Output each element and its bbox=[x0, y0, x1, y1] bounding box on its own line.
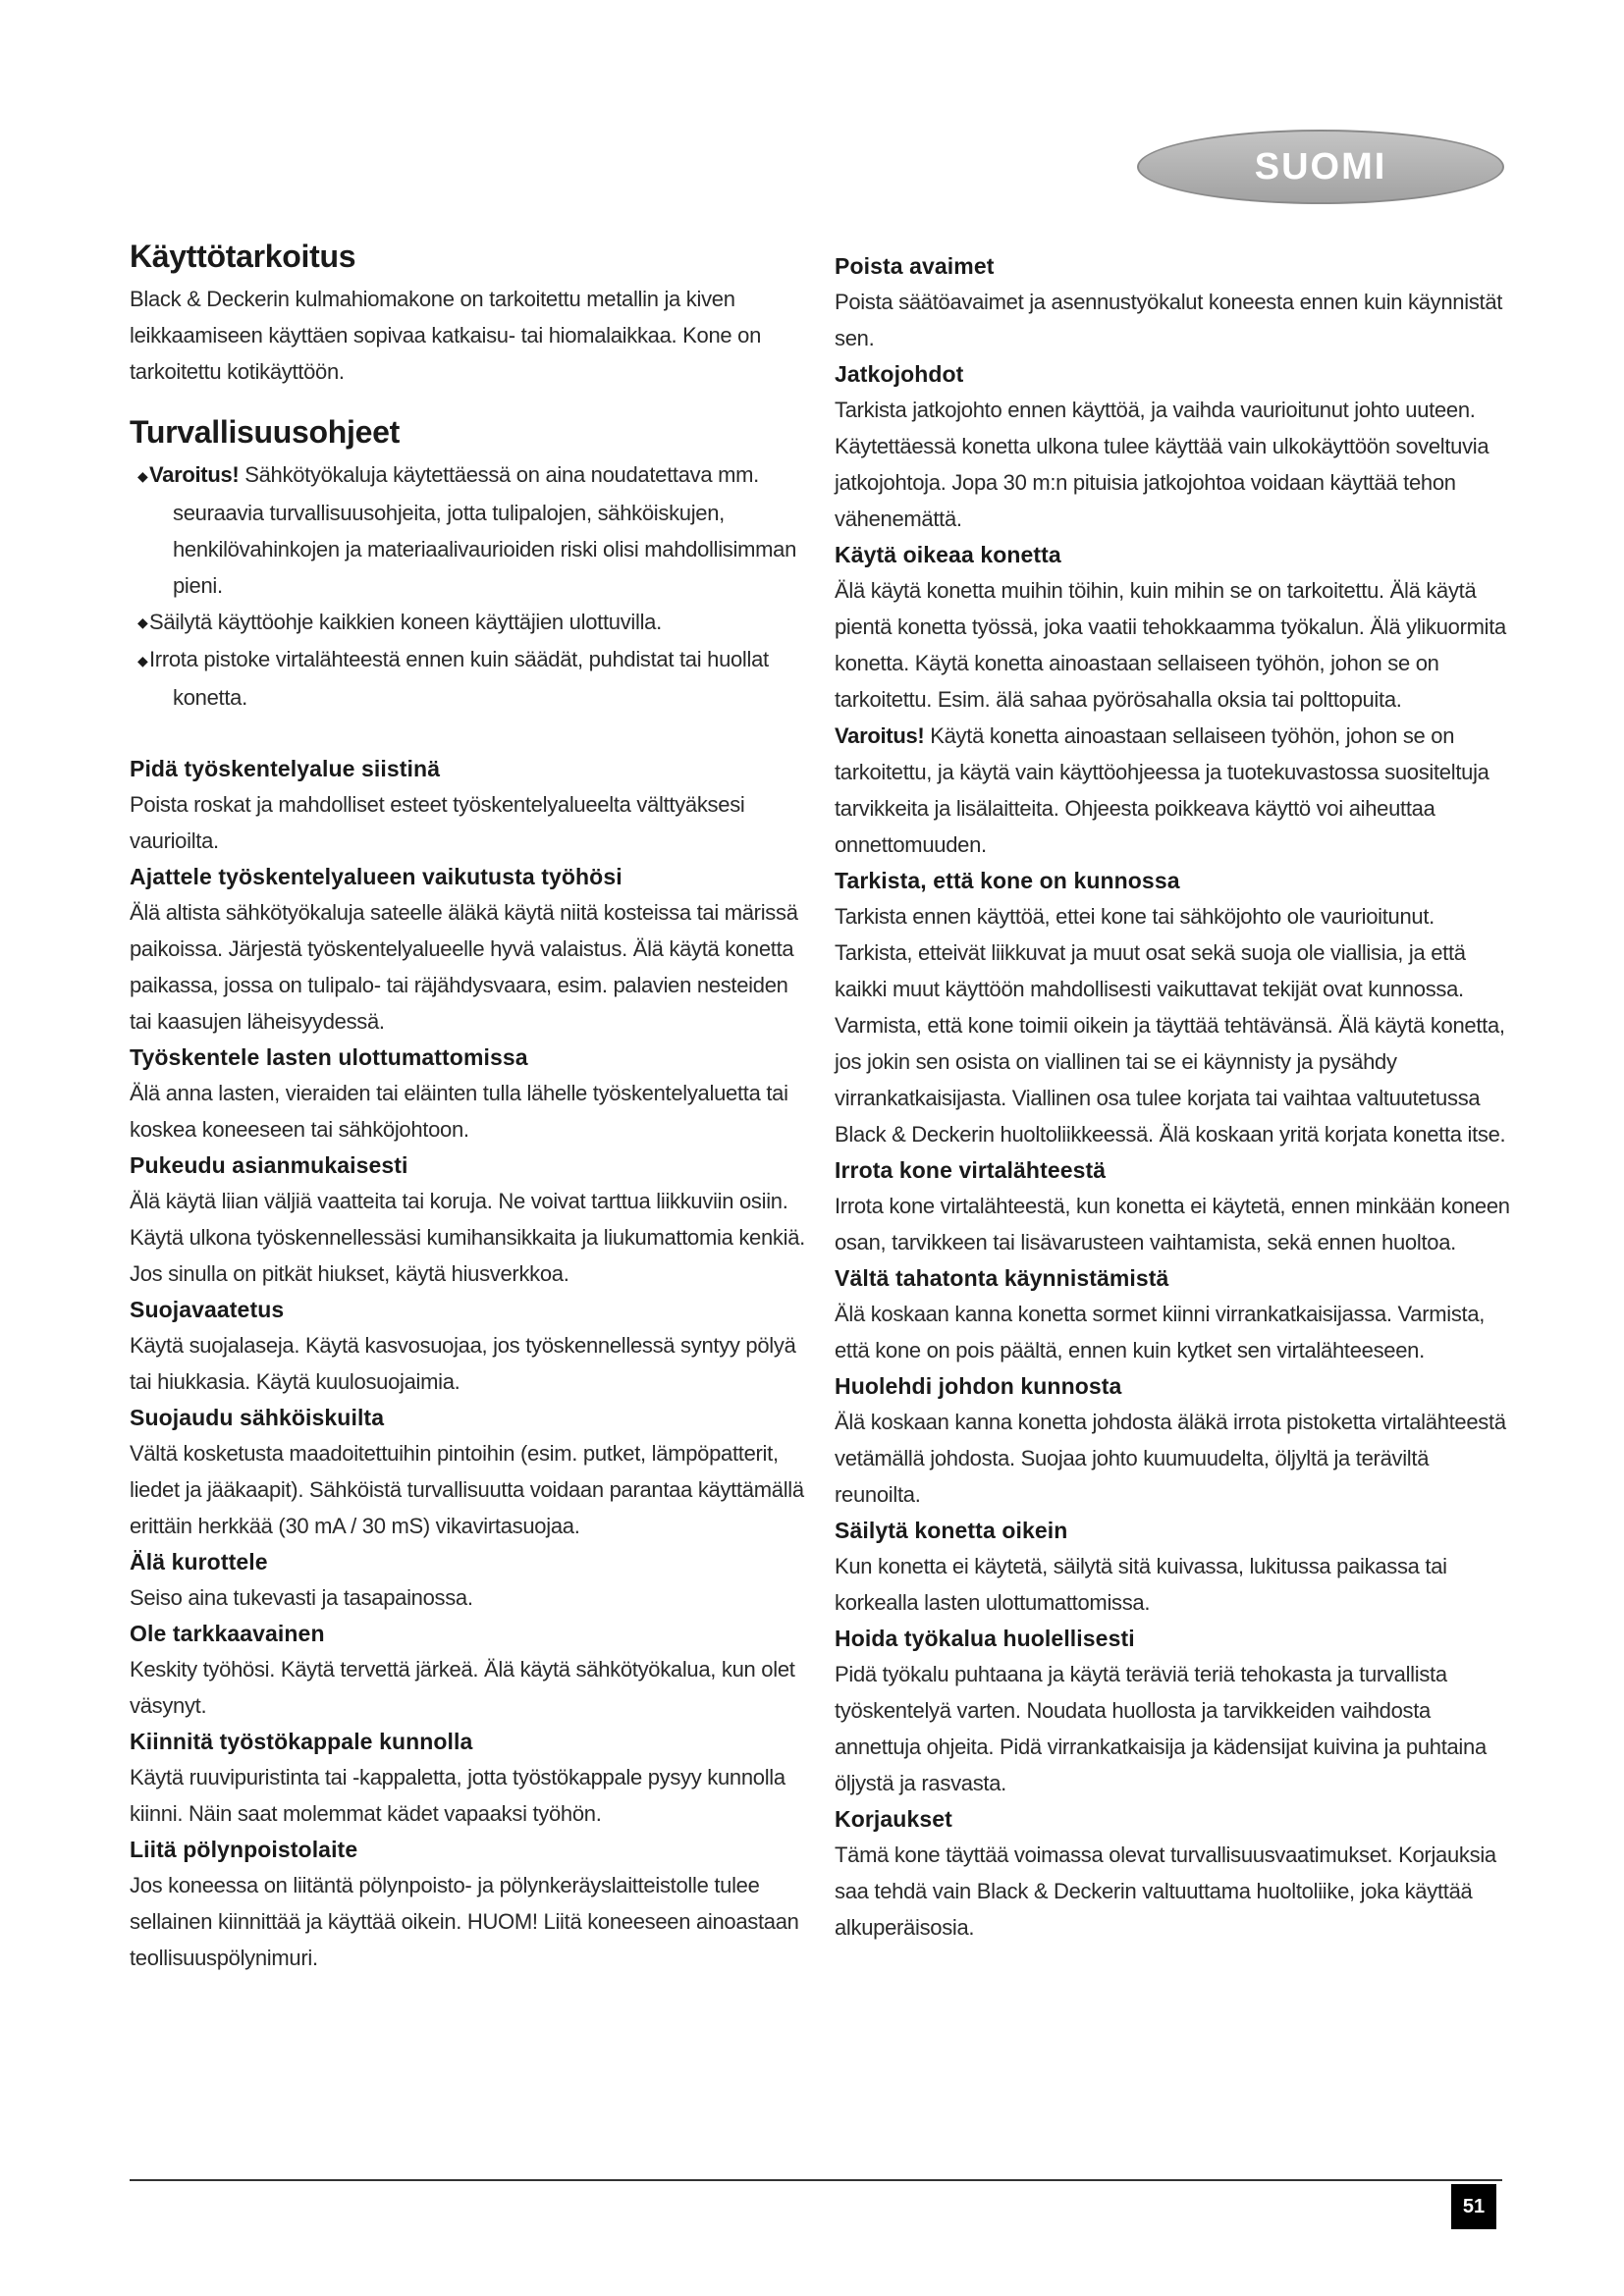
section-text: Seiso aina tukevasti ja tasapainossa. bbox=[130, 1585, 473, 1611]
section-title: Säilytä konetta oikein bbox=[835, 1518, 1068, 1543]
section-text: Poista roskat ja mahdolliset esteet työskentelyalueelta välttyäksesi vaurioilta. bbox=[130, 792, 745, 854]
section-text: Keskity työhösi. Käytä tervettä järkeä. Älä käytä sähkötyökalua, kun olet väsynyt. bbox=[130, 1657, 795, 1719]
bullet-item: ◆Irrota pistoke virtalähteestä ennen kuin säädät, puhdistat tai huollat konetta. bbox=[130, 641, 807, 716]
section-text: Jos koneessa on liitäntä pölynpoisto- ja pölynkeräyslaitteistolle tulee sellainen kiinnittää ja käyttää oikein. HUOM! Liitä koneeseen ainoastaan teollisuuspölynimuri. bbox=[130, 1873, 799, 1971]
section-title: Älä kurottele bbox=[130, 1549, 268, 1575]
language-tab: SUOMI bbox=[1137, 130, 1504, 204]
section-title: Korjaukset bbox=[835, 1806, 952, 1832]
section-title: Jatkojohdot bbox=[835, 361, 964, 387]
left-column bbox=[130, 236, 807, 1976]
section-text: Älä anna lasten, vieraiden tai eläinten tulla lähelle työskentelyaluetta tai koskea koneeseen tai sähköjohtoon. bbox=[130, 1081, 788, 1143]
diamond-bullet-icon: ◆ bbox=[137, 614, 148, 631]
page-number: 51 bbox=[1451, 2184, 1496, 2229]
section-title: Pidä työskentelyalue siistinä bbox=[130, 756, 441, 782]
section-text: Älä koskaan kanna konetta johdosta äläkä irrota pistoketta virtalähteestä vetämällä johdosta. Suojaa johto kuumuudelta, öljyltä ja teräviltä reunoilta. bbox=[835, 1410, 1506, 1507]
section-title: Ajattele työskentelyalueen vaikutusta työhösi bbox=[130, 864, 623, 890]
section-title: Käytä oikeaa konetta bbox=[835, 542, 1061, 567]
section-text: Älä altista sähkötyökaluja sateelle äläkä käytä niitä kosteissa tai märissä paikoissa. Järjestä työskentelyalueelle hyvä valaistus. Älä käytä konetta paikassa, jossa on tulipalo- tai räjähdysvaara, esim. palavien nesteiden tai kaasujen läheisyydessä. bbox=[130, 900, 798, 1035]
spacer bbox=[130, 716, 807, 751]
section-title: Tarkista, että kone on kunnossa bbox=[835, 868, 1180, 893]
section-text: Älä käytä konetta muihin töihin, kuin mihin se on tarkoitettu. Älä käytä pientä konetta työssä, joka vaatii tehokkaamma työkalun. Älä ylikuormita konetta. Käytä konetta ainoastaan sellaiseen työhön, johon se on tarkoitettu. Esim. älä sahaa pyörösahalla oksia tai polttopuita. bbox=[835, 578, 1506, 712]
section-title: Poista avaimet bbox=[835, 253, 995, 279]
section-text: Käytä suojalaseja. Käytä kasvosuojaa, jos työskennellessä syntyy pölyä tai hiukkasia. Käytä kuulosuojaimia. bbox=[130, 1333, 796, 1395]
bullet-item: ◆Varoitus! Sähkötyökaluja käytettäessä on aina noudatettava mm. seuraavia turvallisuusohjeita, jotta tulipalojen, sähköiskujen, henkilövahinkojen ja materiaalivaurioiden riski olisi mahdollisimman pieni. bbox=[130, 456, 807, 604]
section-text: Älä käytä liian väljiä vaatteita tai koruja. Ne voivat tarttua liikkuviin osiin. Käytä ulkona työskennellessäsi kumihansikkaita ja liukumattomia kenkiä. Jos sinulla on pitkät hiukset, käytä hiusverkkoa. bbox=[130, 1189, 805, 1287]
section-text: Kun konetta ei käytetä, säilytä sitä kuivassa, lukitussa paikassa tai korkealla lasten ulottumattomissa. bbox=[835, 1554, 1447, 1615]
section-title: Huolehdi johdon kunnosta bbox=[835, 1373, 1122, 1399]
diamond-bullet-icon: ◆ bbox=[137, 467, 148, 484]
section-text: Käytä ruuvipuristinta tai -kappaletta, jotta työstökappale pysyy kunnolla kiinni. Näin saat molemmat kädet vapaaksi työhön. bbox=[130, 1765, 785, 1827]
section-title: Vältä tahatonta käynnistämistä bbox=[835, 1265, 1169, 1291]
section-title: Suojaudu sähköiskuilta bbox=[130, 1405, 385, 1431]
section-text: Poista säätöavaimet ja asennustyökalut koneesta ennen kuin käynnistät sen. bbox=[835, 290, 1503, 350]
section-text: Tämä kone täyttää voimassa olevat turvallisuusvaatimukset. Korjauksia saa tehdä vain Black & Deckerin valtuuttama huoltoliike, joka käyttää alkuperäisosia. bbox=[835, 1842, 1496, 1940]
section-title: Ole tarkkaavainen bbox=[130, 1621, 325, 1647]
diamond-bullet-icon: ◆ bbox=[137, 653, 148, 669]
section-title: Kiinnitä työstökappale kunnolla bbox=[130, 1729, 473, 1755]
section-text: Irrota kone virtalähteestä, kun konetta ei käytetä, ennen minkään koneen osan, tarvikkeen tai lisävarusteen vaihtamista, sekä ennen huoltoa. bbox=[835, 1194, 1510, 1255]
intro-text: Black & Deckerin kulmahiomakone on tarkoitettu metallin ja kiven leikkaamiseen käyttäen sopivaa katkaisu- tai hiomalaikkaa. Kone on tarkoitettu kotikäyttöön. bbox=[130, 287, 762, 384]
section-title: Hoida työkalua huolellisesti bbox=[835, 1626, 1135, 1651]
section-text: Pidä työkalu puhtaana ja käytä teräviä teriä tehokasta ja turvallista työskentelyä varten. Noudata huollosta ja tarvikkeiden vaihdosta annettuja ohjeita. Pidä virrankatkaisija ja kädensijat kuivina ja puhtaina öljystä ja rasvasta. bbox=[835, 1662, 1487, 1795]
section-title: Työskentele lasten ulottumattomissa bbox=[130, 1044, 528, 1071]
safety-heading: Turvallisuusohjeet bbox=[130, 414, 400, 450]
section-text: Tarkista jatkojohto ennen käyttöä, ja vaihda vaurioitunut johto uuteen. Käytettäessä konetta ulkona tulee käyttää vain ulkokäyttöön soveltuvia jatkojohtoja. Jopa 30 m:n pituisia jatkojohtoa voidaan käyttää tehon vähenemättä. bbox=[835, 398, 1489, 531]
section-text: Vältä kosketusta maadoitettuihin pintoihin (esim. putket, lämpöpatterit, liedet ja jääkaapit). Sähköistä turvallisuutta voidaan parantaa käyttämällä erittäin herkkää (30 mA / 30 mS) vikavirtasuojaa. bbox=[130, 1441, 804, 1539]
section-title: Liitä pölynpoistolaite bbox=[130, 1837, 358, 1863]
intro-heading: Käyttötarkoitus bbox=[130, 239, 356, 274]
section-title: Irrota kone virtalähteestä bbox=[835, 1157, 1107, 1183]
bullet-item: ◆Säilytä käyttöohje kaikkien koneen käyttäjien ulottuvilla. bbox=[130, 604, 807, 642]
section-text: Tarkista ennen käyttöä, ettei kone tai sähköjohto ole vaurioitunut. Tarkista, etteivät liikkuvat ja muut osat sekä suoja ole viallisia, ja että kaikki muut käyttöön mahdollisesti vaikuttavat tekijät ovat kunnossa. Varmista, että kone toimii oikein ja täyttää tehtävänsä. Älä käytä konetta, jos jokin sen osista on viallinen tai se ei käynnisty ja pysähdy virrankatkaisijasta. Viallinen osa tulee korjata tai vaihtaa valtuutetussa Black & Deckerin huoltoliikkeessä. Älä koskaan yritä korjata konetta itse. bbox=[835, 904, 1506, 1147]
safety-bullets bbox=[130, 456, 807, 716]
right-column bbox=[835, 248, 1512, 1946]
section-title: Suojavaatetus bbox=[130, 1297, 285, 1323]
section-text: Älä koskaan kanna konetta sormet kiinni virrankatkaisijassa. Varmista, että kone on pois päältä, ennen kuin kytket sen virtalähteeseen. bbox=[835, 1302, 1486, 1362]
warning-paragraph: Varoitus! Käytä konetta ainoastaan sellaiseen työhön, johon se on tarkoitettu, ja käytä vain käyttöohjeessa ja tuotekuvastossa suositeltuja tarvikkeita ja lisälaitteita. Ohjeesta poikkeava käyttö voi aiheuttaa onnettomuuden. bbox=[835, 723, 1489, 857]
section-title: Pukeudu asianmukaisesti bbox=[130, 1152, 408, 1179]
footer-divider bbox=[130, 2179, 1502, 2181]
